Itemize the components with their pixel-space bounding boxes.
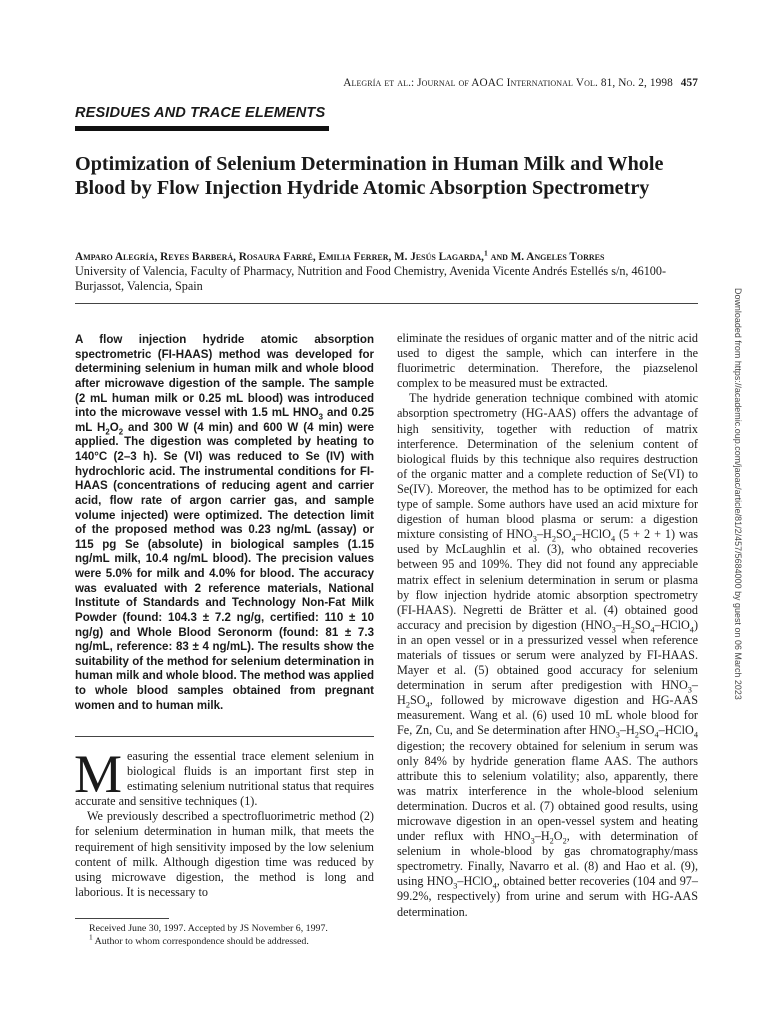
body-paragraph: eliminate the residues of organic matter and of the nitric acid used to digest the sample, which can interfere in the fluorimetric determination. Therefore, the piazselenol complex to be measured must be extracted.: [397, 331, 698, 391]
article-title: Optimization of Selenium Determination in Human Milk and Whole Blood by Flow Injection Hydride Atomic Absorption Spectrometry: [75, 153, 664, 199]
introduction: [74, 744, 374, 900]
author-last: and M. Angeles Torres: [490, 251, 605, 263]
abstract: A flow injection hydride atomic absorption spectrometric (FI-HAAS) method was developed for determining selenium in human milk and whole blood after microwave digestion of the sample. The sample (2 mL human milk or 0.25 mL blood) was introduced into the microwave vessel with 1.5 mL $HNO_3$ and 0.25 mL $H_2O_2$ and 300 W (4 min) and 600 W (4 min) were applied. The digestion was completed by heating to 140°C (2–3 h). Se (VI) was reduced to Se (IV) with hydrochloric acid. The instrumental conditions for FI-HAAS (concentrations of reducing agent and carrier acid, flow rate of argon carrier gas, and sample volume injected) were optimized. The detection limit of the proposed method was 0.23 ng/mL (assay) or 115 pg Se (absolute) in biological samples (1.15 ng/mL milk, 10.4 ng/mL blood). The precision values were 5.0% for milk and 4.0% for blood. The accuracy was evaluated with 2 reference materials, National Institute of Standards and Technology Non-Fat Milk Powder (found: 104.3 ± 7.2 ng/g, certified: 110 ± 10 ng/g) and Whole Blood Seronorm (found: 81 ± 7.3 ng/mL, reference: 83 ± 4 ng/mL). The results show the suitability of the method for selenium determination in human milk and whole blood. The method was applied to whole blood samples obtained from pregnant women and to human milk.: [75, 334, 375, 712]
body-paragraph: The hydride generation technique combined with atomic absorption spectrometry (HG-AAS) offers the advantage of high sensitivity, together with reduction of matrix interference. Determination of the selenium content of biological fluids by this technique also requires destruction of the organic matter and a complete reduction of Se(VI) to Se(IV). Moreover, the method has to be optimized for each type of sample. Some authors have used an acid mixture for digestion of human blood plasma or serum: a digestion mixture consisting of $HNO_3-H_2SO_4-HClO_4$ (5 + 2 + 1) was used by McLaughlin et al. (3), who obtained recoveries between 95 and 109%. They did not found any appreciable matrix effect in selenium determination in serum or plasma by flow injection hydride atomic absorption spectrometry (FI-HAAS). Negretti de Brätter et al. (4) obtained good accuracy and precision by digestion $(HNO_3-H_2SO_4-HClO_4)$ in an open vessel or in a pressurized vessel when reference materials of tissues or serum were analyzed by FI-HAAS. Mayer et al. (5) obtained good accuracy for selenium determination in serum after predigestion with $HNO_3-H_2SO_4$, followed by microwave digestion and HG-AAS measurement. Wang et al. (6) used 10 mL whole blood for Fe, Zn, Cu, and Se determination after $HNO_3-H_2SO_4-HClO_4$ digestion; the recovery obtained for selenium in serum was only 84% by hydride generation flame AAS. The authors attribute this to selenium volatility; also, apparently, there was matrix interference in the whole-blood selenium determination. Ducros et al. (7) obtained good results, using microwave digestion in an open-vessel system and heating under reflux with $HNO_3-H_2O_2$, with determination of selenium in whole-blood by gas chromatography/mass spectrometry. Finally, Navarro et al. (8) and Hao et al. (9), using $HNO_3-HClO_4$, obtained better recoveries (104 and 97–99.2%, respectively) from urine and serum with HG-AAS determination.: [397, 391, 698, 919]
correspondence-note: $^1$ Author to whom correspondence should be addressed.: [89, 933, 309, 948]
footnotes: [75, 922, 374, 949]
section-label: RESIDUES AND TRACE ELEMENTS: [75, 105, 326, 121]
running-header: Alegría et al.: Journal of AOAC International Vol. 81, No. 2, 1998 457: [343, 77, 698, 89]
drop-cap: M: [74, 744, 123, 804]
download-watermark: Downloaded from https://academic.oup.com/jaoac/article/81/2/457/5684000 by guest on 06 March 2023: [733, 288, 743, 700]
affiliation: University of Valencia, Faculty of Pharmacy, Nutrition and Food Chemistry, Avenida Vicente Andrés Estellés s/n, 46100-Burjassot, Valencia, Spain: [75, 264, 667, 294]
header-divider: [75, 303, 698, 304]
section-rule: [75, 126, 329, 131]
abstract-divider: [75, 736, 374, 737]
received-note: Received June 30, 1997. Accepted by JS November 6, 1997.: [89, 923, 328, 934]
author-list: [75, 248, 715, 263]
intro-paragraph: We previously described a spectrofluorimetric method (2) for selenium determination in human milk, that meets the requirement of high sensitivity imposed by the low selenium content of milk. Although digestion time was reduced by using microwave digestion, the method is long and laborious. It is necessary to: [75, 809, 374, 899]
page-number: 457: [680, 77, 698, 89]
author-names: Amparo Alegría, Reyes Barberá, Rosaura Farré, Emilia Ferrer, M. Jesús Lagarda,: [75, 251, 484, 263]
intro-paragraph: Measuring the essential trace element selenium in biological fluids is an important first step in estimating selenium nutritional status that requires accurate and sensitive techniques (1).: [74, 744, 374, 809]
body-column-right: [397, 331, 698, 920]
footnote-divider: [75, 918, 169, 919]
header-journal: Journal of AOAC International: [417, 77, 573, 89]
author-footnote-mark: 1: [483, 248, 488, 258]
header-authors: Alegría et al.: [343, 77, 411, 89]
header-volume: Vol. 81, No. 2, 1998: [575, 77, 673, 89]
